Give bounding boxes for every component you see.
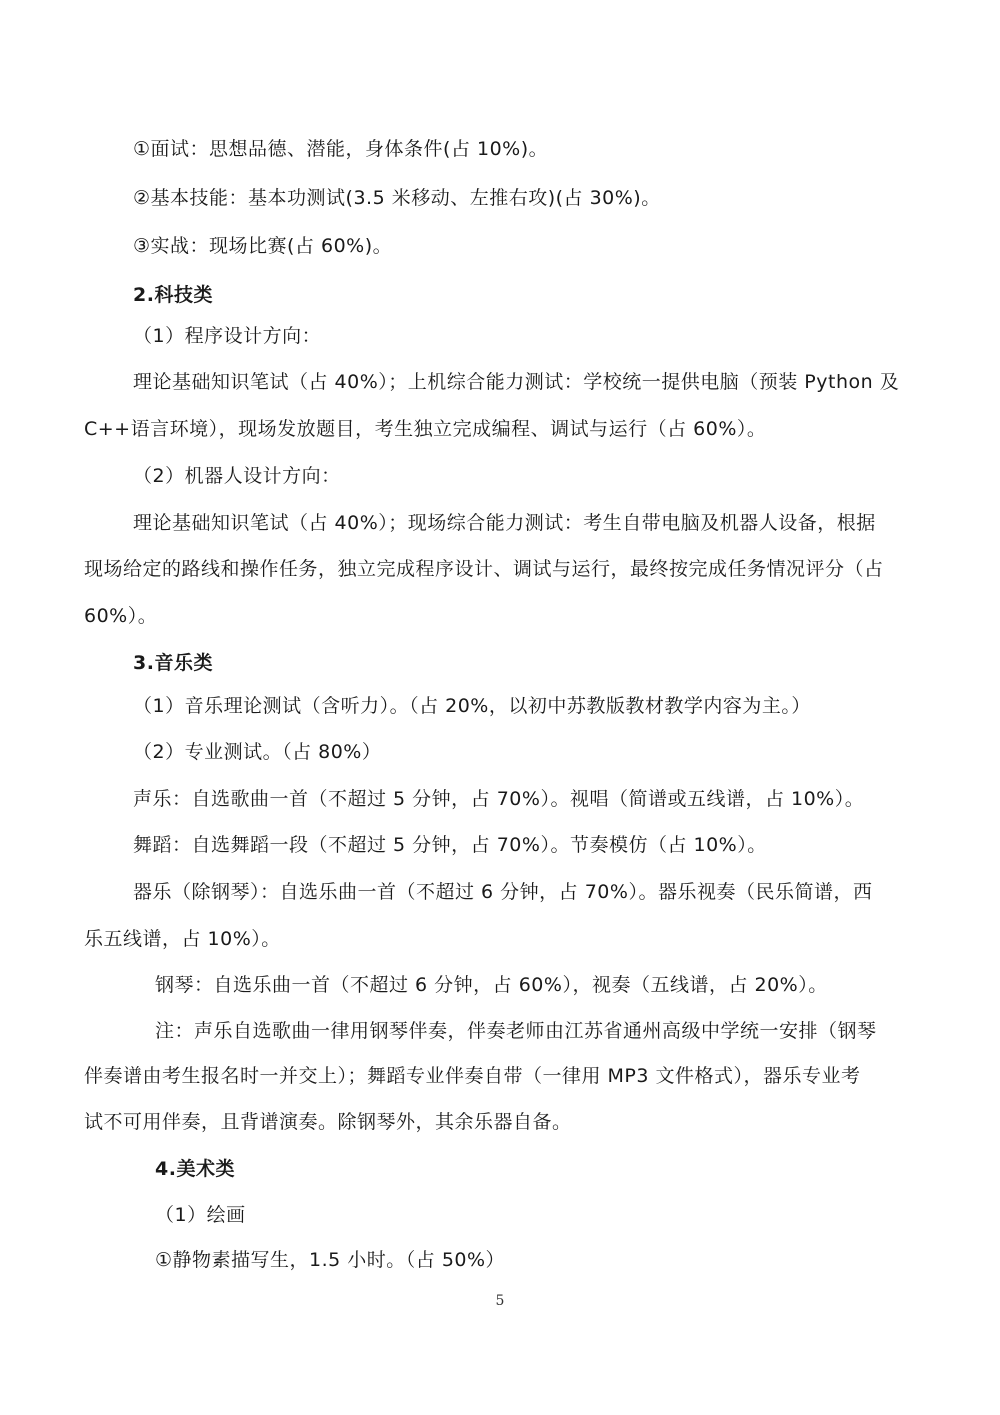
- text-line-music-professional: （2）专业测试。（占 80%）: [133, 741, 382, 763]
- text-line-robotics-1: 理论基础知识笔试（占 40%）；现场综合能力测试：考生自带电脑及机器人设备，根据: [133, 512, 876, 534]
- text-line-dance: 舞蹈：自选舞蹈一段（不超过 5 分钟，占 70%）。节奏模仿（占 10%）。: [133, 834, 767, 856]
- text-line-still-life: ①静物素描写生，1.5 小时。（占 50%）: [155, 1249, 506, 1271]
- text-line-basic-skills: ②基本技能：基本功测试(3.5 米移动、左推右攻)(占 30%)。: [133, 187, 661, 209]
- section-heading-art: 4.美术类: [155, 1158, 235, 1180]
- section-heading-music: 3.音乐类: [133, 652, 213, 674]
- text-line-note-3: 试不可用伴奏，且背谱演奏。除钢琴外，其余乐器自备。: [84, 1111, 572, 1133]
- text-line-combat: ③实战：现场比赛(占 60%)。: [133, 235, 393, 257]
- text-line-interview: ①面试：思想品德、潜能，身体条件(占 10%)。: [133, 138, 549, 160]
- section-heading-tech: 2.科技类: [133, 284, 213, 306]
- subheading-robotics: （2）机器人设计方向：: [133, 465, 341, 487]
- text-line-robotics-3: 60%）。: [84, 605, 158, 627]
- text-line-instrument-2: 乐五线谱，占 10%）。: [84, 928, 281, 950]
- text-line-programming-1: 理论基础知识笔试（占 40%）；上机综合能力测试：学校统一提供电脑（预装 Python 及: [133, 371, 900, 393]
- text-line-music-theory: （1）音乐理论测试（含听力）。（占 20%，以初中苏教版教材教学内容为主。）: [133, 695, 811, 717]
- text-line-note-2: 伴奏谱由考生报名时一并交上）；舞蹈专业伴奏自带（一律用 MP3 文件格式），器乐专业考: [84, 1065, 861, 1087]
- text-line-piano: 钢琴：自选乐曲一首（不超过 6 分钟，占 60%），视奏（五线谱，占 20%）。: [155, 974, 828, 996]
- subheading-painting: （1）绘画: [155, 1204, 246, 1226]
- page-number: 5: [495, 1293, 505, 1309]
- text-line-programming-2: C++语言环境），现场发放题目，考生独立完成编程、调试与运行（占 60%）。: [84, 418, 767, 440]
- text-line-vocal: 声乐：自选歌曲一首（不超过 5 分钟，占 70%）。视唱（简谱或五线谱，占 10%）。: [133, 788, 865, 810]
- text-line-note-1: 注：声乐自选歌曲一律用钢琴伴奏，伴奏老师由江苏省通州高级中学统一安排（钢琴: [155, 1020, 877, 1042]
- text-line-instrument-1: 器乐（除钢琴）：自选乐曲一首（不超过 6 分钟，占 70%）。器乐视奏（民乐简谱，西: [133, 881, 873, 903]
- text-line-robotics-2: 现场给定的路线和操作任务，独立完成程序设计、调试与运行，最终按完成任务情况评分（占: [84, 558, 884, 580]
- subheading-programming: （1）程序设计方向：: [133, 325, 322, 347]
